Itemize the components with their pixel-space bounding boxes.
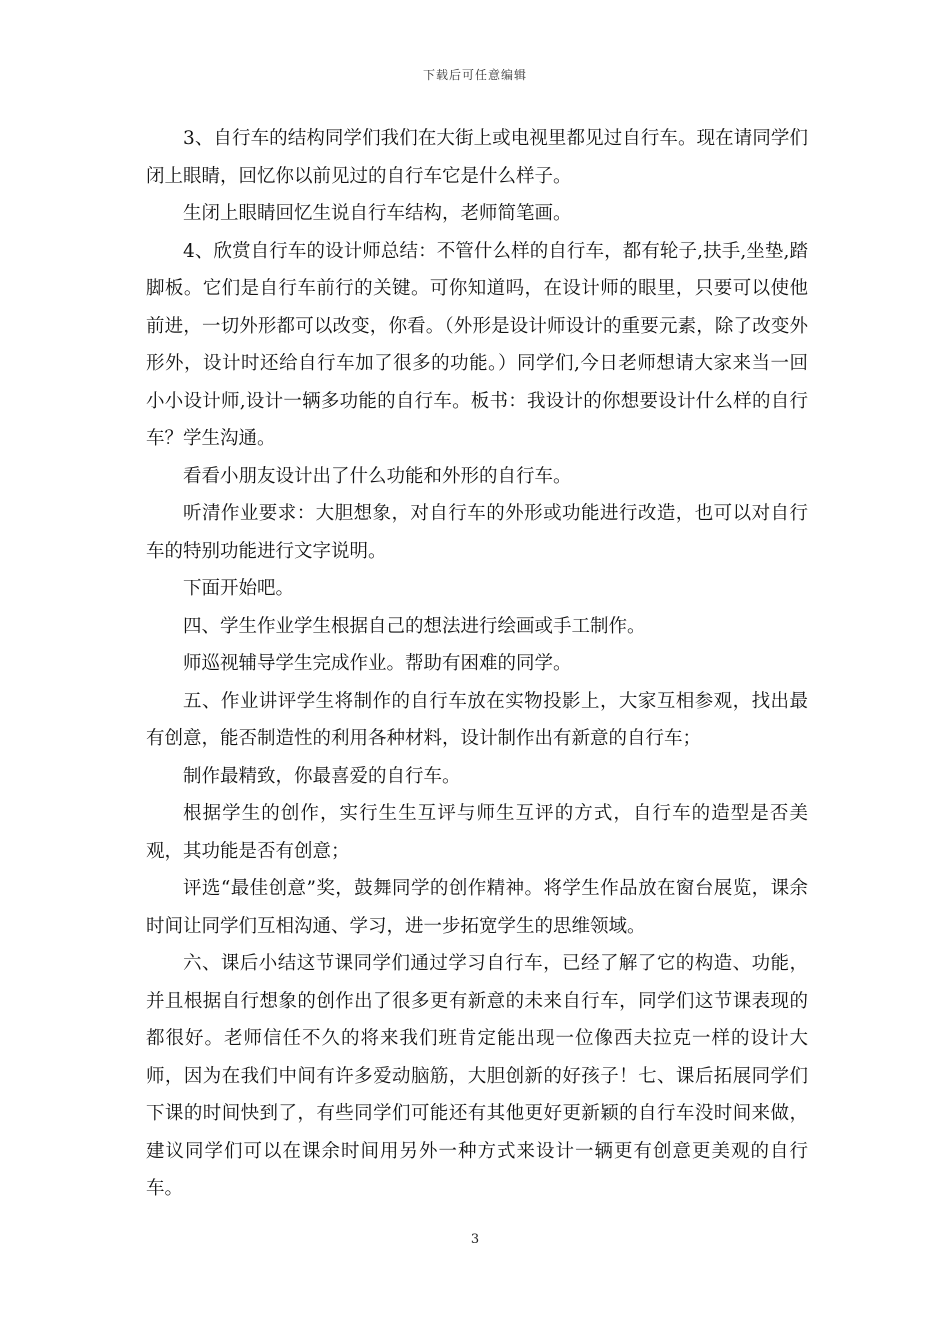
paragraph: 师巡视辅导学生完成作业。帮助有困难的同学。 xyxy=(183,653,572,674)
paragraph: 看看小朋友设计出了什么功能和外形的自行车。 xyxy=(183,465,572,487)
paragraph: 生闭上眼睛回忆生说自行车结构，老师简笔画。 xyxy=(183,203,572,224)
paragraph: 六、课后小结这节课同学们通过学习自行车，已经了解了它的构造、功能，并且根据自行想象的创作出了很多更有新意的未来自行车，同学们这节课表现的都很好。老师信任不久的将来我们班肯定能出现一位像西夫拉克一样的设计大师，因为在我们中间有许多爱动脑筋，大胆创新的好孩子！七、课后拓展同学们下课的时间快到了，有些同学们可能还有其他更好更新颖的自行车没时间来做，建议同学们可以在课余时间用另外一种方式来设计一辆更有创意更美观的自行车。 xyxy=(146,953,808,1199)
paragraph: 制作最精致，你最喜爱的自行车。 xyxy=(183,765,461,787)
paragraph: 评选“最佳创意”奖，鼓舞同学的创作精神。将学生作品放在窗台展览，课余时间让同学们互相沟通、学习，进一步拓宽学生的思维领域。 xyxy=(146,878,808,937)
paragraph: 3、自行车的结构同学们我们在大街上或电视里都见过自行车。现在请同学们闭上眼睛，回忆你以前见过的自行车它是什么样子。 xyxy=(146,128,808,187)
paragraph: 根据学生的创作，实行生生互评与师生互评的方式，自行车的造型是否美观，其功能是否有创意； xyxy=(146,803,808,862)
page-number: 3 xyxy=(470,1232,480,1247)
paragraph: 四、学生作业学生根据自己的想法进行绘画或手工制作。 xyxy=(183,615,646,637)
paragraph: 4、欣赏自行车的设计师总结：不管什么样的自行车，都有轮子,扶手,坐垫,踏脚板。它们是自行车前行的关键。可你知道吗，在设计师的眼里，只要可以使他前进，一切外形都可以改变，你看。（外形是设计师设计的重要元素，除了改变外形外，设计时还给自行车加了很多的功能。）同学们,今日老师想请大家来当一回小小设计师,设计一辆多功能的自行车。板书：我设计的你想要设计什么样的自行车？学生沟通。 xyxy=(146,240,808,449)
paragraph: 下面开始吧。 xyxy=(183,578,295,599)
paragraph: 听清作业要求：大胆想象，对自行车的外形或功能进行改造，也可以对自行车的特别功能进行文字说明。 xyxy=(146,503,808,562)
page-header: 下载后可任意编辑 xyxy=(422,68,527,82)
paragraph: 五、作业讲评学生将制作的自行车放在实物投影上，大家互相参观，找出最有创意，能否制造性的利用各种材料，设计制作出有新意的自行车； xyxy=(146,690,808,749)
document-body xyxy=(146,120,808,1208)
